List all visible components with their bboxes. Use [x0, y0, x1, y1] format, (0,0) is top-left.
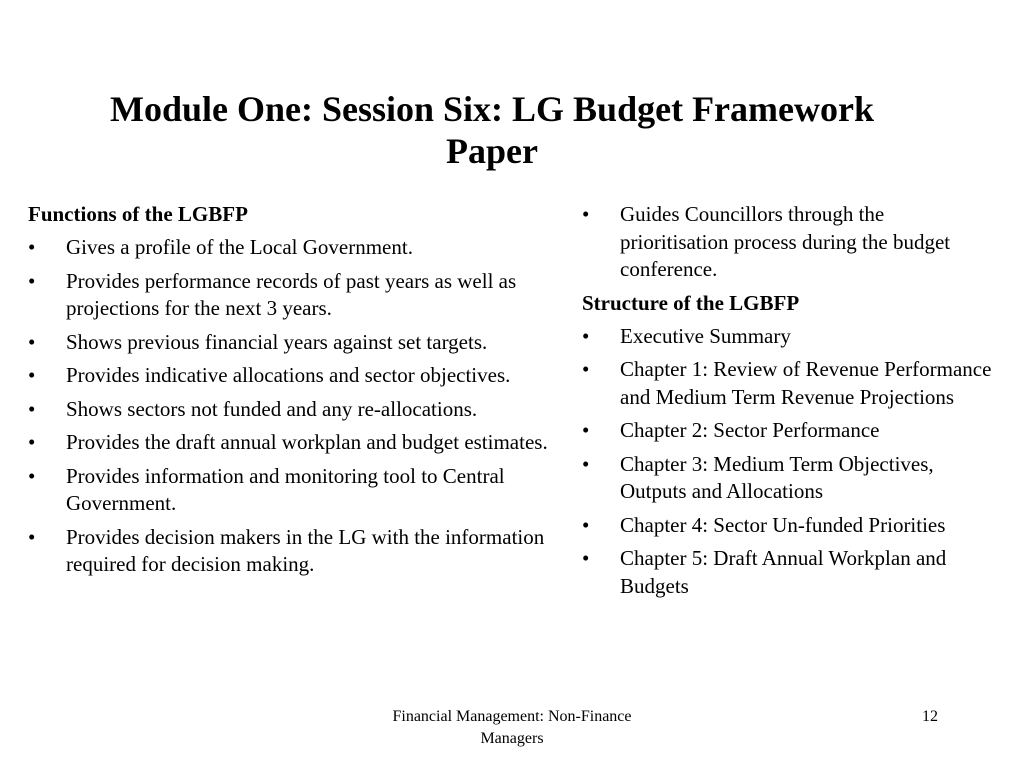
page-number: 12 — [922, 708, 938, 725]
list-item-text: Shows sectors not funded and any re-allocations. — [66, 396, 478, 421]
list-item-text: Chapter 5: Draft Annual Workplan and Budgets — [620, 546, 947, 598]
list-item — [582, 417, 992, 445]
list-item — [582, 201, 992, 284]
bullet-icon: • — [28, 396, 36, 421]
list-item — [28, 362, 558, 390]
footer-line1: Financial Management: Non-Finance — [392, 708, 632, 725]
slide-title — [40, 88, 944, 172]
list-item — [582, 451, 992, 506]
structure-list — [582, 323, 992, 601]
list-item-text: Provides decision makers in the LG with the information required for decision making. — [66, 524, 545, 576]
footer-line2: Managers — [480, 730, 544, 747]
list-item-text: Chapter 4: Sector Un-funded Priorities — [620, 512, 946, 537]
list-item — [28, 234, 558, 262]
bullet-icon: • — [582, 451, 590, 476]
list-item-text: Chapter 1: Review of Revenue Performance and Medium Term Revenue Projections — [620, 357, 992, 409]
list-item — [582, 545, 992, 600]
bullet-icon: • — [28, 363, 36, 387]
guides-list — [582, 201, 992, 284]
slide-title-line1: Module One: Session Six: LG Budget Framework — [109, 89, 874, 129]
bullet-icon: • — [582, 323, 590, 348]
bullet-icon: • — [582, 546, 590, 570]
list-item-text: Chapter 3: Medium Term Objectives, Outputs and Allocations — [620, 451, 934, 503]
list-item-text: Gives a profile of the Local Government. — [66, 235, 413, 259]
list-item-text: Executive Summary — [620, 323, 791, 348]
list-item-text: Provides the draft annual workplan and budget estimates. — [66, 430, 548, 454]
bullet-icon: • — [28, 268, 36, 293]
structure-heading: Structure of the LGBFP — [582, 290, 800, 315]
right-column — [582, 201, 992, 606]
bullet-icon: • — [28, 329, 36, 354]
bullet-icon: • — [582, 202, 590, 226]
functions-heading: Functions of the LGBFP — [28, 202, 248, 226]
list-item-text: Shows previous financial years against set targets. — [66, 329, 488, 354]
bullet-icon: • — [28, 463, 36, 488]
list-item — [28, 396, 558, 424]
list-item — [582, 356, 992, 411]
list-item — [28, 524, 558, 579]
list-item — [582, 323, 992, 351]
bullet-icon: • — [582, 418, 590, 442]
list-item-text: Guides Councillors through the prioritisation process during the budget conference. — [620, 202, 951, 281]
slide-title-line2: Paper — [446, 131, 538, 171]
list-item-text: Chapter 2: Sector Performance — [620, 418, 880, 442]
list-item-text: Provides performance records of past years as well as projections for the next 3 years. — [66, 268, 517, 320]
list-item — [28, 429, 558, 457]
list-item-text: Provides indicative allocations and sector objectives. — [66, 363, 511, 387]
list-item — [28, 268, 558, 323]
left-column — [28, 201, 558, 585]
bullet-icon: • — [28, 524, 36, 549]
list-item — [28, 463, 558, 518]
functions-list — [28, 234, 558, 579]
bullet-icon: • — [28, 235, 36, 259]
list-item-text: Provides information and monitoring tool to Central Government. — [66, 463, 505, 515]
bullet-icon: • — [582, 512, 590, 537]
list-item — [28, 329, 558, 357]
bullet-icon: • — [28, 430, 36, 454]
footer-text — [345, 706, 679, 750]
bullet-icon: • — [582, 357, 590, 381]
list-item — [582, 512, 992, 540]
